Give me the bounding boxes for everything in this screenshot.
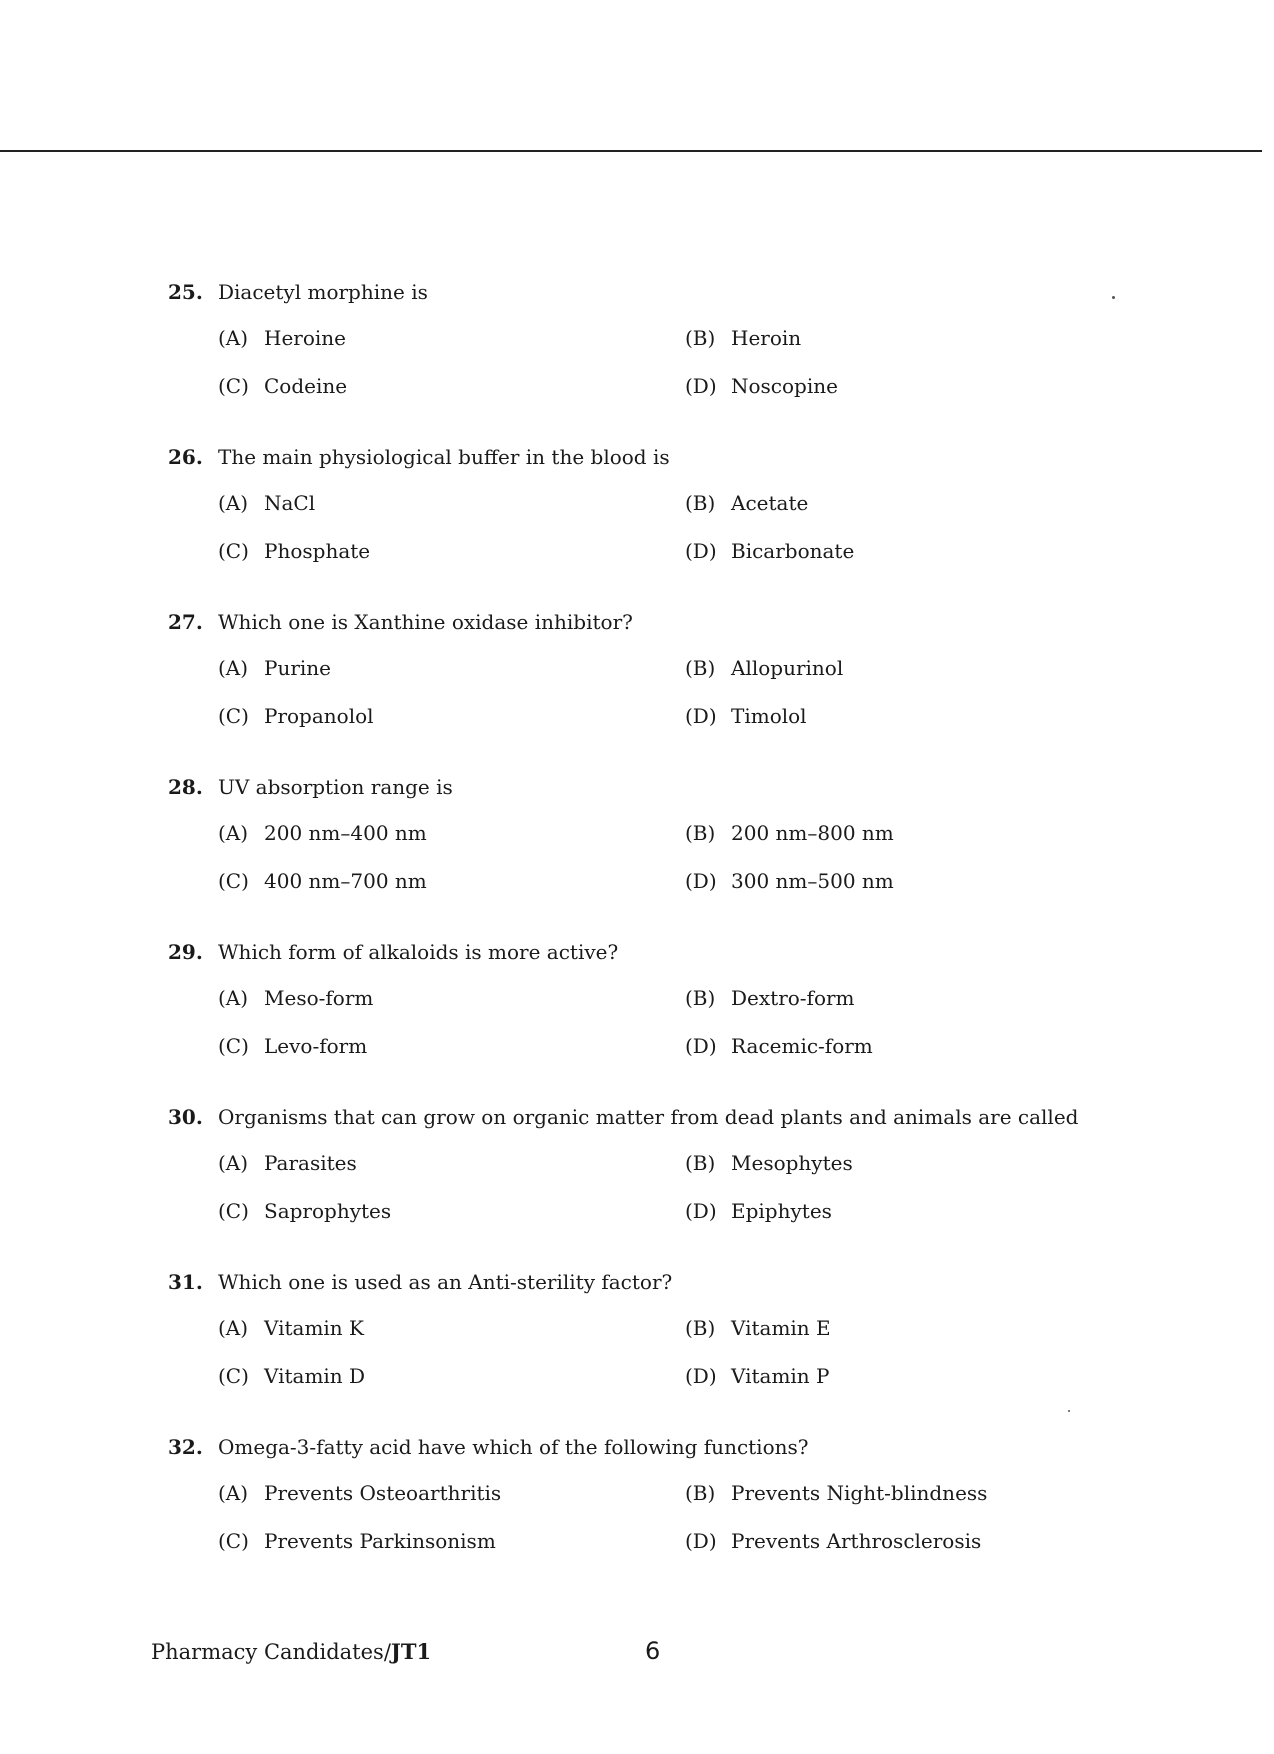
footer-code: JT1 — [390, 1639, 432, 1664]
option-c — [218, 1527, 496, 1555]
question-stem — [168, 938, 618, 966]
option-text: Purine — [264, 656, 332, 680]
option-c — [218, 867, 427, 895]
option-text: Propanolol — [264, 704, 374, 728]
option-c — [218, 537, 370, 565]
option-letter: (B) — [685, 1481, 716, 1505]
question-stem — [168, 773, 453, 801]
option-letter: (D) — [685, 1364, 717, 1388]
footer-title: Pharmacy Candidates/ — [151, 1640, 391, 1664]
option-text: Parasites — [264, 1151, 357, 1175]
option-letter: (D) — [685, 374, 717, 398]
option-letter: (A) — [218, 491, 249, 515]
option-b — [685, 1149, 853, 1177]
option-c — [218, 1197, 391, 1225]
option-text: Prevents Osteoarthritis — [264, 1481, 502, 1505]
option-text: 300 nm–500 nm — [731, 869, 894, 893]
option-text: Meso-form — [264, 986, 374, 1010]
option-a — [218, 1149, 357, 1177]
option-letter: (B) — [685, 326, 716, 350]
option-letter: (A) — [218, 656, 249, 680]
option-letter: (C) — [218, 1034, 249, 1058]
option-a — [218, 984, 373, 1012]
option-c — [218, 1032, 367, 1060]
option-text: 400 nm–700 nm — [264, 869, 427, 893]
option-c — [218, 372, 347, 400]
option-text: Timolol — [731, 704, 807, 728]
option-d — [685, 1527, 981, 1555]
question-stem — [168, 278, 428, 306]
option-a — [218, 324, 346, 352]
option-text: Vitamin P — [731, 1364, 830, 1388]
question-text: Diacetyl morphine is — [218, 280, 428, 304]
question-stem — [168, 608, 633, 636]
option-d — [685, 1032, 873, 1060]
question-text: UV absorption range is — [218, 775, 453, 799]
option-text: Saprophytes — [264, 1199, 392, 1223]
question-number: 30. — [168, 1105, 203, 1129]
option-text: Bicarbonate — [731, 539, 855, 563]
question-number: 27. — [168, 610, 203, 634]
option-b — [685, 324, 801, 352]
option-text: Heroin — [731, 326, 802, 350]
option-text: Vitamin E — [731, 1316, 831, 1340]
question-28 — [168, 773, 1128, 938]
option-letter: (A) — [218, 1151, 249, 1175]
option-d — [685, 1197, 832, 1225]
question-text: The main physiological buffer in the blood is — [218, 445, 670, 469]
question-text: Organisms that can grow on organic matter from dead plants and animals are called — [218, 1105, 1079, 1129]
question-text: Which one is used as an Anti-sterility factor? — [218, 1270, 673, 1294]
option-text: Prevents Parkinsonism — [264, 1529, 496, 1553]
question-stem — [168, 1433, 809, 1461]
option-letter: (A) — [218, 986, 249, 1010]
option-letter: (B) — [685, 821, 716, 845]
question-stem — [168, 1268, 672, 1296]
option-text: NaCl — [264, 491, 316, 515]
option-letter: (B) — [685, 986, 716, 1010]
question-number: 28. — [168, 775, 203, 799]
option-d — [685, 372, 838, 400]
option-text: Vitamin K — [264, 1316, 364, 1340]
option-letter: (D) — [685, 539, 717, 563]
option-b — [685, 1314, 831, 1342]
option-text: Phosphate — [264, 539, 371, 563]
option-text: 200 nm–400 nm — [264, 821, 427, 845]
option-b — [685, 1479, 987, 1507]
option-letter: (C) — [218, 374, 249, 398]
option-text: Mesophytes — [731, 1151, 853, 1175]
question-25 — [168, 278, 1128, 443]
question-number: 31. — [168, 1270, 203, 1294]
question-list — [168, 278, 1128, 1598]
question-27 — [168, 608, 1128, 773]
option-d — [685, 1362, 830, 1390]
option-text: Acetate — [731, 491, 809, 515]
option-text: 200 nm–800 nm — [731, 821, 894, 845]
question-number: 32. — [168, 1435, 203, 1459]
option-letter: (C) — [218, 1364, 249, 1388]
option-text: Levo-form — [264, 1034, 368, 1058]
option-a — [218, 489, 315, 517]
option-letter: (B) — [685, 1151, 716, 1175]
option-text: Racemic-form — [731, 1034, 873, 1058]
option-letter: (A) — [218, 821, 249, 845]
option-text: Epiphytes — [731, 1199, 832, 1223]
question-text: Omega-3-fatty acid have which of the following functions? — [218, 1435, 809, 1459]
option-letter: (C) — [218, 1529, 249, 1553]
question-29 — [168, 938, 1128, 1103]
option-a — [218, 654, 331, 682]
option-d — [685, 867, 894, 895]
option-d — [685, 537, 854, 565]
option-text: Codeine — [264, 374, 348, 398]
question-number: 29. — [168, 940, 203, 964]
footer-paper-code — [151, 1638, 431, 1666]
option-letter: (B) — [685, 491, 716, 515]
option-letter: (D) — [685, 869, 717, 893]
question-30 — [168, 1103, 1128, 1268]
question-32 — [168, 1433, 1128, 1598]
option-letter: (A) — [218, 326, 249, 350]
option-letter: (C) — [218, 704, 249, 728]
question-stem — [168, 443, 670, 471]
option-letter: (C) — [218, 1199, 249, 1223]
option-letter: (C) — [218, 539, 249, 563]
option-text: Allopurinol — [731, 656, 844, 680]
question-number: 25. — [168, 280, 203, 304]
header-rule — [0, 150, 1262, 152]
option-letter: (D) — [685, 1034, 717, 1058]
question-31 — [168, 1268, 1128, 1433]
option-letter: (D) — [685, 1199, 717, 1223]
option-letter: (B) — [685, 656, 716, 680]
option-letter: (A) — [218, 1481, 249, 1505]
option-letter: (D) — [685, 704, 717, 728]
option-a — [218, 1479, 501, 1507]
question-text: Which form of alkaloids is more active? — [218, 940, 619, 964]
option-letter: (C) — [218, 869, 249, 893]
option-letter: (A) — [218, 1316, 249, 1340]
question-number: 26. — [168, 445, 203, 469]
option-text: Heroine — [264, 326, 346, 350]
option-c — [218, 1362, 365, 1390]
question-text: Which one is Xanthine oxidase inhibitor? — [218, 610, 633, 634]
page-number: 6 — [645, 1637, 661, 1665]
option-text: Vitamin D — [264, 1364, 366, 1388]
question-stem — [168, 1103, 1078, 1131]
option-text: Prevents Night-blindness — [731, 1481, 988, 1505]
question-26 — [168, 443, 1128, 608]
option-text: Noscopine — [731, 374, 838, 398]
option-a — [218, 819, 427, 847]
option-b — [685, 819, 894, 847]
option-d — [685, 702, 807, 730]
option-text: Prevents Arthrosclerosis — [731, 1529, 982, 1553]
option-a — [218, 1314, 364, 1342]
option-text: Dextro-form — [731, 986, 855, 1010]
option-b — [685, 489, 808, 517]
option-letter: (B) — [685, 1316, 716, 1340]
option-b — [685, 654, 843, 682]
option-c — [218, 702, 374, 730]
option-letter: (D) — [685, 1529, 717, 1553]
option-b — [685, 984, 855, 1012]
